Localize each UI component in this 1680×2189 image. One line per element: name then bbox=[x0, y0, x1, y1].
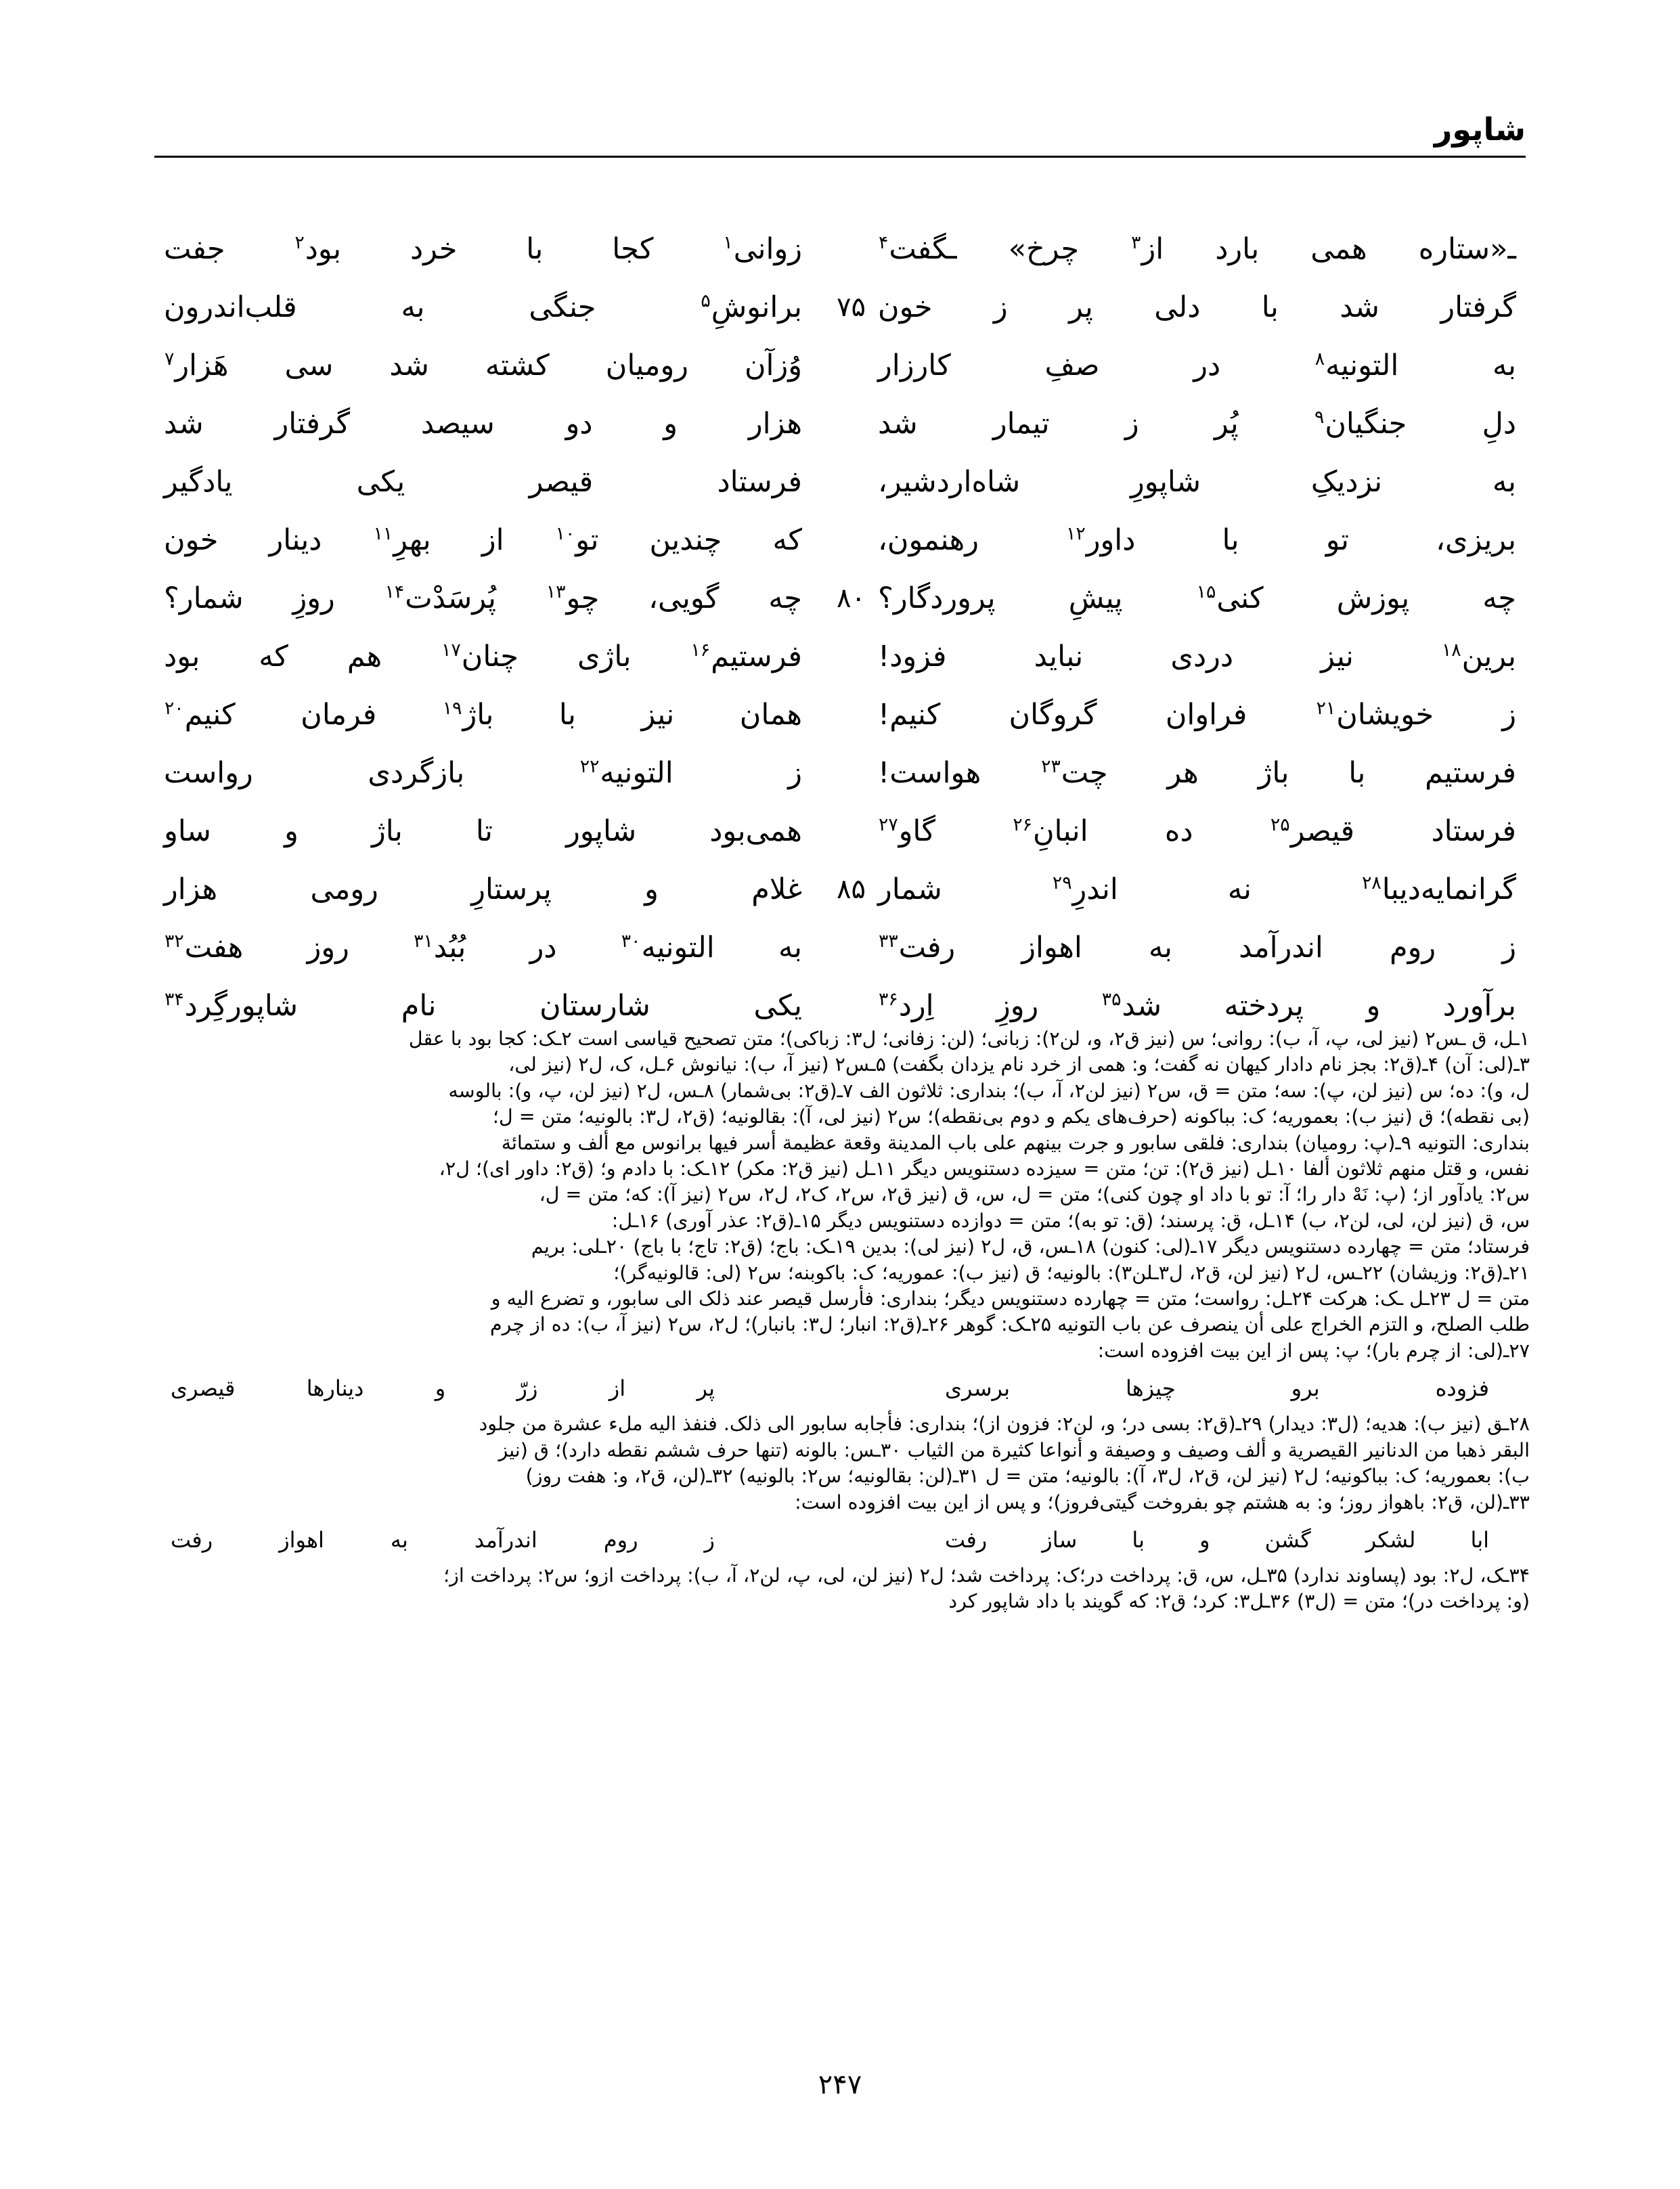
couplet bbox=[154, 631, 1526, 689]
verse-word: از$^۳$ bbox=[1131, 231, 1164, 266]
verse-word: رواست bbox=[164, 756, 253, 790]
hemistich-left bbox=[868, 573, 1526, 624]
hemistich-right bbox=[154, 456, 812, 508]
verse-word: گشن bbox=[1264, 1526, 1311, 1553]
verse-word: ساو bbox=[164, 814, 211, 848]
verse-number: ۸۰ bbox=[837, 583, 866, 614]
verse-word: قیصر bbox=[529, 465, 594, 499]
verse-word: زوانی$^۱$ bbox=[723, 231, 802, 266]
verse-word: ـگفت$^۴$ bbox=[879, 231, 957, 266]
hemistich-right bbox=[154, 980, 812, 1032]
verse-word: و bbox=[1199, 1526, 1210, 1553]
hemistich-left bbox=[868, 282, 1526, 333]
hemistich-right bbox=[154, 282, 812, 333]
footnote-marker: ۱۷ bbox=[441, 639, 461, 661]
verse-word: ده bbox=[1164, 814, 1193, 848]
verse-word: شاپور bbox=[566, 814, 637, 848]
verse-word: ساز bbox=[1042, 1526, 1078, 1553]
footnote-marker: ۹ bbox=[1314, 406, 1325, 428]
verse-word: چنان$^{۱۷}$ bbox=[441, 639, 519, 673]
hemistich-left bbox=[868, 340, 1526, 391]
verse-word: برآورد bbox=[1442, 989, 1516, 1023]
footnote-marker: ۱۸ bbox=[1441, 639, 1461, 661]
verse-word: کشته bbox=[485, 349, 550, 382]
verse-word: ز bbox=[1502, 931, 1516, 965]
apparatus-line: فرستاد؛ متن = چهارده دستنویس دیگر ۱۷ـ(لی: کنون) ۱۸ـس، ق، ل۲ (نیز لی): بدین ۱۹ـک: باج؛ (ق۲: تاج؛ با باج) ۲۰ـلی: بریم bbox=[531, 1235, 1530, 1258]
apparatus-line: البقر ذهبا من الدنانیر القیصریة و ألف وصیف و وصیفة و أنواعا کثیرة من الثیاب ۳۰ـس: بالونه (تنها حرف ششم نقطه دارد)؛ ق (نیز bbox=[498, 1438, 1530, 1461]
hemistich-left bbox=[868, 689, 1526, 740]
apparatus-line: ۲۱ـ(ق۲: وزیشان) ۲۲ـس، ل۲ (نیز لن، ق۲، ل۳ـلن۳): بالونیه؛ ق (نیز ب): عموریه؛ ک: باکوبنه؛ س۲ (لی: قالونیه‌گر)؛ bbox=[613, 1261, 1530, 1284]
verse-word: گروگان bbox=[1009, 698, 1097, 732]
verse-word: در bbox=[529, 931, 557, 965]
verse-word: هم bbox=[347, 640, 382, 673]
verse-word: در bbox=[1193, 349, 1221, 382]
verse-word: فزوده bbox=[1435, 1375, 1489, 1402]
footnote-marker: ۲۹ bbox=[1052, 872, 1072, 893]
couplet bbox=[154, 747, 1526, 805]
verse-word: دلِ bbox=[1482, 407, 1516, 441]
verse-word: داور$^{۱۲}$ bbox=[1066, 523, 1136, 557]
running-head-title: شاپور bbox=[1434, 111, 1526, 148]
verse-word: با bbox=[1261, 290, 1279, 324]
couplet bbox=[154, 864, 1526, 922]
verse-word: هواست! bbox=[878, 756, 981, 790]
hemistich-right bbox=[154, 747, 812, 799]
verse-word: هزار bbox=[748, 407, 802, 441]
footnote-marker: ۱۶ bbox=[690, 639, 711, 661]
verse-word: که bbox=[259, 640, 288, 673]
verse-word: التونیه$^{۲۲}$ bbox=[579, 755, 673, 790]
verse-word: خون bbox=[164, 523, 219, 557]
verse-word: ابا bbox=[1470, 1526, 1489, 1553]
verse-word: نزدیکِ bbox=[1310, 465, 1383, 499]
verse-word: برین$^{۱۸}$ bbox=[1441, 639, 1516, 673]
verse-word: بُبُد$^{۳۱}$ bbox=[414, 930, 466, 965]
verse-word: خویشان$^{۲۱}$ bbox=[1316, 697, 1434, 732]
verse-word: از bbox=[481, 523, 504, 557]
verse-word: باژ bbox=[371, 814, 403, 848]
verse-word: شمار؟ bbox=[164, 581, 244, 615]
couplet bbox=[154, 922, 1526, 980]
footnote-marker: ۵ bbox=[701, 290, 711, 311]
verse-word: شد bbox=[1340, 290, 1379, 324]
verse-word: برانوشِ$^۵$ bbox=[701, 290, 802, 324]
couplet bbox=[154, 689, 1526, 747]
verse-word: نیز bbox=[1321, 640, 1354, 673]
footnote-marker: ۲۱ bbox=[1316, 697, 1336, 719]
verse-word: سی bbox=[284, 349, 334, 382]
running-head bbox=[154, 111, 1526, 168]
couplet bbox=[154, 282, 1526, 340]
verse-word: التونیه$^۸$ bbox=[1314, 348, 1399, 382]
verse-word: باژ$^{۱۹}$ bbox=[442, 697, 494, 732]
verse-word: شاپورِ bbox=[1130, 465, 1201, 499]
verse-word: رومیان bbox=[605, 349, 688, 382]
verse-word: گرفتار bbox=[1440, 290, 1516, 324]
verse-word: بهرِ$^{۱۱}$ bbox=[373, 523, 431, 557]
verse-word: هفت$^{۳۲}$ bbox=[164, 930, 244, 965]
verse-word: فرستیم bbox=[1425, 756, 1516, 790]
verse-word: شاه‌اردشیر، bbox=[878, 465, 1021, 499]
folio-number: ۲۴۷ bbox=[818, 2069, 862, 2100]
footnote-marker: ۲۶ bbox=[1013, 814, 1032, 835]
hemistich-right bbox=[154, 398, 812, 449]
verse-word: شد$^{۳۵}$ bbox=[1101, 988, 1162, 1023]
verse-word: گرفتار bbox=[274, 407, 351, 441]
critical-apparatus bbox=[150, 1026, 1530, 1615]
verse-word: جنگی bbox=[529, 290, 596, 324]
verse-word: فرستاد bbox=[717, 465, 802, 499]
footnote-marker: ۳ bbox=[1131, 231, 1141, 253]
verse-block bbox=[154, 223, 1526, 1038]
verse-word: شد bbox=[164, 407, 204, 441]
footnote-marker: ۳۴ bbox=[164, 988, 184, 1010]
couplet bbox=[154, 340, 1526, 398]
apparatus-line: (و: پرداخت در)؛ متن = (ل۳) ۳۶ـل۳: کرد؛ ق۲: که گویند با داد شاپور کرد bbox=[948, 1590, 1530, 1613]
verse-word: نه bbox=[1227, 872, 1252, 906]
hemistich-left bbox=[868, 805, 1526, 857]
verse-word: اندرآمد bbox=[474, 1526, 537, 1553]
verse-word: روز bbox=[307, 931, 349, 965]
verse-word: بازگردی bbox=[368, 756, 465, 790]
verse-word: به bbox=[778, 931, 802, 965]
hemistich-left bbox=[868, 864, 1526, 915]
verse-word: کنیم$^{۲۰}$ bbox=[164, 697, 236, 732]
verse-word: جنگیان$^۹$ bbox=[1314, 406, 1407, 441]
hemistich-right bbox=[154, 223, 812, 275]
verse-word: رهنمون، bbox=[878, 523, 979, 557]
verse-word: روم bbox=[603, 1526, 638, 1553]
couplet bbox=[154, 456, 1526, 514]
verse-word: صفِ bbox=[1044, 349, 1100, 382]
verse-word: روم bbox=[1389, 931, 1436, 965]
inserted-hemistich-left bbox=[830, 1372, 1530, 1405]
footnote-marker: ۳۵ bbox=[1101, 988, 1122, 1010]
footnote-marker: ۲۷ bbox=[879, 814, 898, 835]
footnote-marker: ۱۳ bbox=[546, 581, 566, 602]
hemistich-left bbox=[868, 922, 1526, 973]
verse-word: دلی bbox=[1154, 290, 1201, 324]
inserted-hemistich-right bbox=[150, 1372, 830, 1405]
apparatus-line: نفس، و قتل منهم ثلاثون ألفا ۱۰ـل (نیز ق۲): تن؛ متن = سیزده دستنویس دیگر ۱۱ـل (نیز ق۲: مکر) ۱۲ـک: با دادم و؛ (ق۲: داور ای)؛ ل۲، bbox=[439, 1157, 1530, 1180]
verse-word: ز bbox=[704, 1526, 715, 1553]
verse-word: قیصری bbox=[171, 1375, 236, 1402]
verse-word: شمار bbox=[878, 872, 942, 906]
verse-word: فراوان bbox=[1165, 698, 1247, 732]
verse-word: پُرسَدْت$^{۱۴}$ bbox=[384, 581, 497, 615]
verse-word: یادگیر bbox=[164, 465, 233, 499]
inserted-couplet-1 bbox=[150, 1372, 1530, 1405]
verse-word: پروردگار؟ bbox=[878, 581, 996, 615]
verse-word: فزود! bbox=[878, 640, 947, 673]
footnote-marker: ۲۳ bbox=[1041, 755, 1061, 777]
verse-word: کجا bbox=[612, 232, 654, 266]
verse-word: با bbox=[1222, 523, 1239, 557]
verse-word: اِرد$^{۳۶}$ bbox=[879, 988, 934, 1023]
verse-word: خرد bbox=[410, 232, 458, 266]
apparatus-line: ۲۷ـ(لی: از چرم بار)؛ پ: پس از این بیت افزوده است: bbox=[1097, 1339, 1530, 1362]
verse-word: قلب‌اندرون bbox=[164, 290, 297, 324]
footnote-marker: ۲ bbox=[294, 231, 305, 253]
verse-word: پردخته bbox=[1224, 989, 1304, 1023]
verse-word: به bbox=[1492, 349, 1516, 382]
verse-word: رفت$^{۳۳}$ bbox=[879, 930, 956, 965]
verse-word: کنیم! bbox=[878, 698, 941, 732]
verse-word: باژی bbox=[577, 640, 632, 673]
verse-word: روزِ bbox=[292, 581, 335, 615]
verse-word: همان bbox=[739, 698, 802, 732]
verse-word: بارد bbox=[1215, 232, 1260, 266]
verse-word: به bbox=[390, 1526, 408, 1553]
apparatus-line: (بی نقطه)؛ ق (نیز ب): بعموریه؛ ک: بباکونه (حرف‌های یکم و دوم بی‌نقطه)؛ س۲ (نیز لی، آ): بقالونیه؛ (ق۲، ل۳: بالونیه؛ متن = ل؛ bbox=[492, 1105, 1530, 1128]
verse-number: ۷۵ bbox=[837, 292, 866, 323]
verse-word: و bbox=[284, 814, 299, 848]
verse-word: وُزآن bbox=[744, 349, 802, 382]
verse-word: یکی bbox=[356, 465, 405, 499]
verse-word: چت$^{۲۳}$ bbox=[1041, 755, 1108, 790]
couplet bbox=[154, 573, 1526, 631]
verse-word: به bbox=[1148, 931, 1172, 965]
verse-word: دو bbox=[565, 407, 593, 441]
verse-word: هزار bbox=[164, 872, 218, 906]
verse-word: ز bbox=[1502, 698, 1516, 732]
inserted-hemistich-left bbox=[830, 1524, 1530, 1556]
verse-word: پیشِ bbox=[1068, 581, 1123, 615]
couplet bbox=[154, 514, 1526, 573]
apparatus-line: ل، و): ده؛ س (نیز لن، پ): سه؛ متن = ق، س۲ (نیز لن۲، آ، ب)؛ بنداری: ثلاثون الف ۷ـ(ق۲: بی‌شمار) ۸ـس، ل۲ (نیز لن، پ، و): بالوسه bbox=[448, 1079, 1530, 1102]
hemistich-right bbox=[154, 514, 812, 566]
verse-word: تیمار bbox=[992, 407, 1050, 441]
footnote-marker: ۳۰ bbox=[621, 930, 641, 952]
verse-number: ۸۵ bbox=[837, 874, 866, 905]
verse-word: از bbox=[609, 1375, 626, 1402]
apparatus-line: ۱ـل، ق ـس۲ (نیز لی، پ، آ، ب): روانی؛ س (نیز ق۲، و، لن۲): زبانی؛ (لن: زفانی؛ ل۳: زباکی)؛ متن تصحیح قیاسی است ۲ـک: کجا بود با عقل bbox=[408, 1027, 1530, 1050]
verse-word: چرخ» bbox=[1008, 232, 1080, 266]
footnote-marker: ۲۰ bbox=[164, 697, 184, 719]
verse-word: چه bbox=[768, 581, 802, 615]
verse-word: اندرِ$^{۲۹}$ bbox=[1052, 872, 1118, 906]
verse-word: روزِ bbox=[996, 989, 1039, 1023]
footnote-marker: ۱۴ bbox=[384, 581, 405, 602]
verse-word: به bbox=[1492, 465, 1516, 499]
verse-word: بود bbox=[164, 640, 200, 673]
verse-word: گویی، bbox=[648, 581, 720, 615]
verse-word: با bbox=[1132, 1526, 1145, 1553]
apparatus-line: ب): بعموریه؛ ک: بباکونیه؛ ل۲ (نیز لن، ق۲، ل۳، آ): بالونیه؛ متن = ل ۳۱ـ(لن: بقالونیه؛ س۲: بالونیه) ۳۲ـ(لن، ق۲، و: هفت روز) bbox=[525, 1465, 1530, 1488]
verse-word: چندین bbox=[649, 523, 722, 557]
verse-word: دینارها bbox=[306, 1375, 364, 1402]
apparatus-line: س، ق (نیز لن، لی، لن۲، ب) ۱۴ـل، ق: پرسند؛ (ق: تو به)؛ متن = دوازده دستنویس دیگر ۱۵ـ(ق۲: عذر آوری) ۱۶ـل: bbox=[611, 1209, 1530, 1232]
hemistich-right bbox=[154, 631, 812, 682]
verse-word: لشکر bbox=[1365, 1526, 1416, 1553]
verse-word: سیصد bbox=[420, 407, 495, 441]
verse-word: خون bbox=[878, 290, 933, 324]
verse-word: شارستان bbox=[539, 989, 650, 1023]
couplet bbox=[154, 398, 1526, 456]
verse-word: التونیه$^{۳۰}$ bbox=[621, 930, 715, 965]
couplet bbox=[154, 805, 1526, 864]
verse-word: همی bbox=[1310, 232, 1367, 266]
verse-word: با bbox=[1348, 756, 1366, 790]
verse-word: باژ bbox=[1258, 756, 1289, 790]
verse-word: فرمان bbox=[301, 698, 377, 732]
inserted-couplet-2 bbox=[150, 1524, 1530, 1556]
footnote-marker: ۸ bbox=[1314, 348, 1325, 370]
verse-word: انبانِ$^{۲۶}$ bbox=[1013, 814, 1088, 848]
verse-word: برسری bbox=[945, 1375, 1011, 1402]
footnote-marker: ۳۲ bbox=[164, 930, 184, 952]
couplet bbox=[154, 223, 1526, 282]
footnote-marker: ۷ bbox=[164, 348, 175, 370]
hemistich-left bbox=[868, 514, 1526, 566]
hemistich-right bbox=[154, 689, 812, 740]
hemistich-right bbox=[154, 340, 812, 391]
verse-word: غلام bbox=[751, 872, 802, 906]
verse-word: شد bbox=[389, 349, 429, 382]
verse-word: پر bbox=[1069, 290, 1093, 324]
apparatus-line: س۲: یادآور از؛ (پ: نَهْ دار را؛ آ: تو با داد او چون کنی)؛ متن = ل، س، ق (نیز ق۲، س۲، ک۲، ل۲، س۲ (نیز آ): که؛ متن = ل، bbox=[539, 1183, 1530, 1206]
apparatus-line: ۳۴ـک، ل۲: بود (پساوند ندارد) ۳۵ـل، س، ق: پرداخت در؛ک: پرداخت شد؛ ل۲ (نیز لن، لی، پ، لن۲، آ، ب): پرداخت ازو؛ س۲: پرداخت از؛ bbox=[443, 1564, 1530, 1587]
hemistich-right bbox=[154, 573, 812, 624]
verse-word: و bbox=[1366, 989, 1381, 1023]
footnote-marker: ۳۶ bbox=[879, 988, 898, 1010]
verse-word: کارزار bbox=[878, 349, 951, 382]
footnote-marker: ۱۹ bbox=[442, 697, 462, 719]
verse-word: و bbox=[435, 1375, 446, 1402]
verse-word: پوزش bbox=[1336, 581, 1410, 615]
verse-word: رفت bbox=[945, 1526, 988, 1553]
footnote-marker: ۱۲ bbox=[1066, 523, 1086, 544]
verse-word: شد bbox=[878, 407, 918, 441]
verse-word: ز bbox=[993, 290, 1008, 324]
verse-word: یکی bbox=[753, 989, 802, 1023]
inserted-hemistich-right bbox=[150, 1524, 830, 1556]
verse-word: چه bbox=[1482, 581, 1516, 615]
verse-word: هر bbox=[1167, 756, 1199, 790]
apparatus-line: طلب الصلح، و التزم الخراج علی أن ینصرف عن باب التونیه ۲۵ـک: گوهر ۲۶ـ(ق۲: انبار؛ ل۳: بانبار)؛ ل۲، س۲ (نیز آ، ب): ده از چرم bbox=[490, 1313, 1530, 1336]
verse-word: شاپورگِرد$^{۳۴}$ bbox=[164, 988, 299, 1023]
verse-word: تو$^{۱۰}$ bbox=[555, 523, 599, 557]
apparatus-line: ۳ـ(لی: آن) ۴ـ(ق۲: بجز نام دادار کیهان نه گفت؛ و: همی از خرد نام یزدان بگفت) ۵ـس۲ (نیز آ، ب): نیانوش ۶ـل، ک، ل۲ (نیز لی، bbox=[508, 1053, 1530, 1076]
verse-word: جفت bbox=[164, 232, 225, 266]
footnote-marker: ۳۳ bbox=[879, 930, 898, 952]
verse-word: ز bbox=[1124, 407, 1139, 441]
hemistich-left bbox=[868, 456, 1526, 508]
apparatus-line: ۲۸ـق (نیز ب): هدیه؛ (ل۳: دیدار) ۲۹ـ(ق۲: بسی در؛ و، لن۲: فزون از)؛ بنداری: فأجابه سابور الی ذلک. فنفذ الیه ملء عشرة من جلود bbox=[479, 1413, 1530, 1436]
verse-word: که bbox=[772, 523, 802, 557]
footnote-marker: ۲۵ bbox=[1270, 814, 1290, 835]
hemistich-right bbox=[154, 805, 812, 857]
verse-word: اندرآمد bbox=[1239, 931, 1323, 965]
verse-word: با bbox=[558, 698, 576, 732]
footnote-marker: ۱۵ bbox=[1196, 581, 1216, 602]
verse-word: پُر bbox=[1214, 407, 1239, 441]
verse-word: اهواز bbox=[1021, 931, 1082, 965]
verse-word: رفت bbox=[171, 1526, 213, 1553]
verse-word: هَزار$^۷$ bbox=[164, 348, 229, 382]
hemistich-left bbox=[868, 631, 1526, 682]
hemistich-right bbox=[154, 864, 812, 915]
hemistich-left bbox=[868, 398, 1526, 449]
hemistich-left bbox=[868, 223, 1526, 275]
apparatus-line: بنداری: التونیه ۹ـ(پ: رومیان) بنداری: فلقی سابور و جرت بینهم علی باب المدینة وقعة عظیمة أسر فیها برانوس مع ألف و ستمائة bbox=[501, 1131, 1530, 1154]
footnote-marker: ۴ bbox=[879, 231, 889, 253]
footnote-marker: ۲۸ bbox=[1362, 872, 1381, 893]
hemistich-left bbox=[868, 747, 1526, 799]
footnote-marker: ۳۱ bbox=[414, 930, 433, 952]
verse-word: ز bbox=[788, 756, 802, 790]
verse-word: بود$^۲$ bbox=[294, 231, 342, 266]
verse-word: با bbox=[526, 232, 544, 266]
footnote-marker: ۱۰ bbox=[555, 523, 575, 544]
verse-word: و bbox=[644, 872, 659, 906]
verse-word: فرستیم$^{۱۶}$ bbox=[690, 639, 802, 673]
verse-word: گاو$^{۲۷}$ bbox=[879, 814, 935, 848]
verse-word: پر bbox=[697, 1375, 715, 1402]
verse-word: چیزها bbox=[1126, 1375, 1176, 1402]
verse-word: و bbox=[663, 407, 678, 441]
footnote-marker: ۱۱ bbox=[373, 523, 393, 544]
hemistich-right bbox=[154, 922, 812, 973]
verse-word: فرستاد bbox=[1431, 814, 1516, 848]
verse-word: رومی bbox=[310, 872, 378, 906]
verse-word: نباید bbox=[1034, 640, 1084, 673]
footnote-marker: ۲۲ bbox=[579, 755, 600, 777]
verse-word: قیصر$^{۲۵}$ bbox=[1270, 814, 1355, 848]
hemistich-left bbox=[868, 980, 1526, 1032]
verse-word: زرّ bbox=[516, 1375, 538, 1402]
verse-word: دینار bbox=[269, 523, 322, 557]
footnote-marker: ۱ bbox=[723, 231, 733, 253]
verse-word: تو bbox=[1325, 523, 1349, 557]
verse-word: ـ«ستاره bbox=[1418, 232, 1516, 266]
verse-word: چو$^{۱۳}$ bbox=[546, 581, 600, 615]
verse-word: کنی$^{۱۵}$ bbox=[1196, 581, 1264, 615]
verse-word: دردی bbox=[1170, 640, 1234, 673]
apparatus-line: متن = ل ۲۳ـل ـک: هرکت ۲۴ـل: رواست؛ متن = چهارده دستنویس دیگر؛ بنداری: فأرسل قیصر عند ذلک الی سابور، و تضرع الیه و bbox=[491, 1287, 1530, 1310]
verse-word: پرستارِ bbox=[471, 872, 552, 906]
verse-word: اهواز bbox=[279, 1526, 324, 1553]
verse-word: گرانمایه‌دیبا$^{۲۸}$ bbox=[1362, 872, 1516, 906]
verse-word: برو bbox=[1291, 1375, 1320, 1402]
verse-word: تا bbox=[475, 814, 493, 848]
apparatus-line: ۳۳ـ(لن، ق۲: باهواز روز؛ و: به هشتم چو بفروخت گیتی‌فروز)؛ و پس از این بیت افزوده است: bbox=[795, 1490, 1530, 1513]
running-head-rule bbox=[154, 156, 1526, 158]
verse-word: نیز bbox=[641, 698, 675, 732]
verse-word: نام bbox=[401, 989, 437, 1023]
verse-word: همی‌بود bbox=[709, 814, 802, 848]
verse-word: بریزی، bbox=[1436, 523, 1516, 557]
verse-word: به bbox=[401, 290, 425, 324]
